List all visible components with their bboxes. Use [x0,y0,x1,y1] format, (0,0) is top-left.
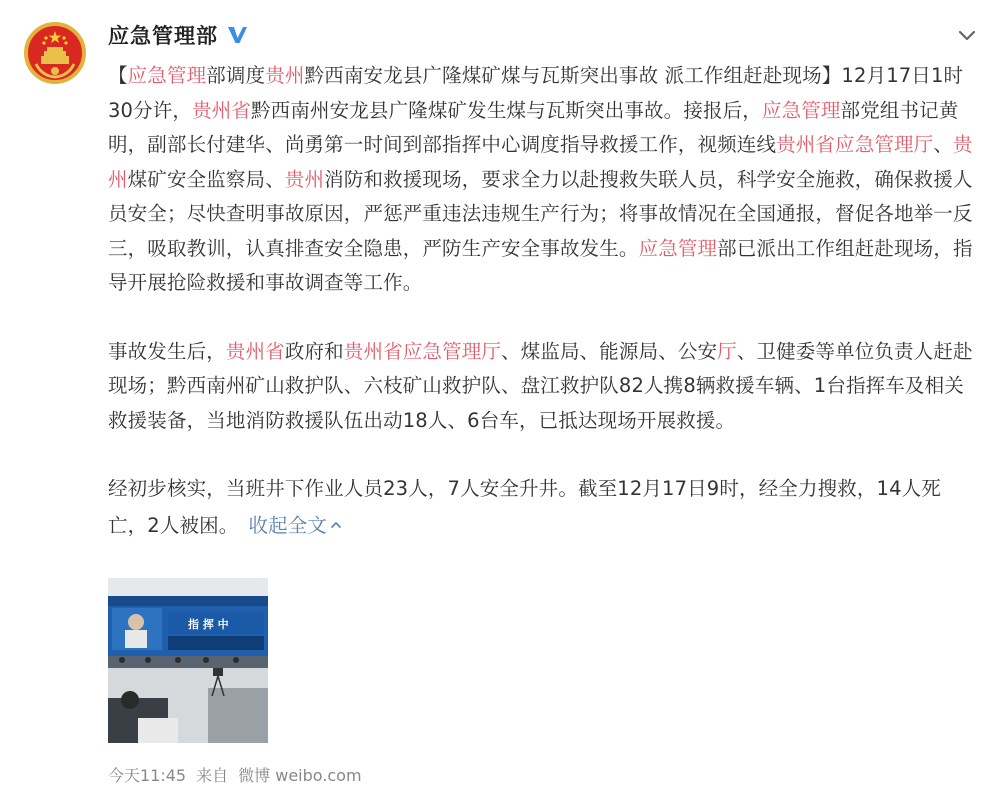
keyword-link[interactable]: 贵州省 [192,98,252,122]
source-prefix: 来自 [196,766,229,785]
post-text: 、煤监局、能源局、公安 [501,339,718,363]
keyword-link[interactable]: 贵州省 [225,339,285,363]
post-time[interactable]: 今天11:45 [108,766,187,785]
keyword-link[interactable]: 应急管理 [127,64,207,87]
post-paragraph-3 [108,472,980,543]
post-paragraph-1 [108,59,980,301]
chevron-down-icon[interactable] [956,24,978,46]
account-name[interactable]: 应急管理部 [108,24,218,48]
keyword-link[interactable]: 贵州 [265,64,305,87]
collapse-text-link[interactable] [248,514,341,537]
avatar[interactable] [22,20,88,86]
post-text: 黔西南安龙县广隆煤矿煤与瓦斯突出事故 派工作组赶赴现场】12月17日1时30分许， [108,64,964,122]
post-text: 部已派出工作组赶赴现场，指导开展抢险救援和事故调查等工作。 [108,236,973,294]
post-text: 经初步核实，当班井下作业人员23人，7人安全升井。截至12月17日9时，经全力搜救，14人死亡，2人被困。 [108,477,941,537]
post-meta [108,763,362,786]
post-text: 部调度 [206,64,266,87]
keyword-link[interactable]: 应急管理 [761,98,841,122]
keyword-link[interactable]: 贵州 [108,133,973,191]
national-emblem-icon [22,20,88,86]
keyword-link[interactable]: 应急管理 [638,236,718,260]
keyword-link[interactable]: 贵州省应急管理厅 [343,339,502,363]
post-text: 、 [933,133,953,156]
post-content [108,59,980,543]
post-header [108,19,248,51]
post-image[interactable] [108,578,268,743]
post-text: 、卫健委等单位负责人赶赴现场；黔西南州矿山救护队、六枝矿山救护队、盘江救护队82人携8辆救援车辆、1台指挥车及相关救援装备，当地消防救援队伍出动18人、6台车，已抵达现场开展救援。 [108,339,973,432]
post-text: 【 [108,64,128,87]
post-text: 黔西南州安龙县广隆煤矿发生煤与瓦斯突出事故。接报后， [251,98,762,122]
chevron-up-icon [331,507,341,517]
post-text: 煤矿安全监察局、 [127,167,285,191]
post-text: 部党组书记黄明，副部长付建华、尚勇第一时间到部指挥中心调度指导救援工作，视频连线 [108,98,959,156]
collapse-label: 收起全文 [248,513,328,537]
keyword-link[interactable]: 贵州省应急管理厅 [776,133,934,156]
post-text: 事故发生后， [108,339,226,363]
keyword-link[interactable]: 贵州 [284,167,325,191]
post-source[interactable]: 微博 weibo.com [238,766,362,785]
post-text: 消防和救援现场，要求全力以赴搜救失联人员，科学安全施救，确保救援人员安全；尽快查明事故原因，严惩严重违法违规生产行为；将事故情况在全国通报，督促各地举一反三，吸取教训，认真排查安全隐患，严防生产安全事故发生。 [108,167,973,260]
screen-text: 指 挥 中 [188,618,229,631]
post-paragraph-2 [108,335,980,439]
verified-icon [226,24,248,46]
keyword-link[interactable]: 厅 [717,339,737,363]
post-text: 政府和 [284,339,344,363]
